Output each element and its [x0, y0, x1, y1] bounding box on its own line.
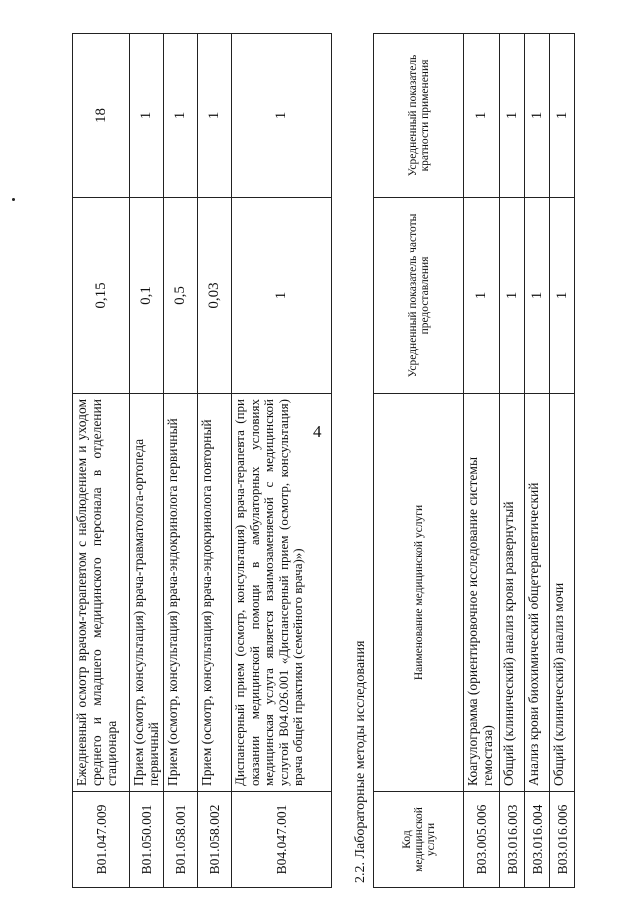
- service-code: B03.016.004: [525, 792, 550, 888]
- header-frequency: Усредненный показатель частоты предоставления: [374, 198, 464, 394]
- table-row: [550, 34, 575, 888]
- table-row: [232, 34, 332, 888]
- frequency-value: 0,1: [130, 198, 164, 394]
- service-name: Общий (клинический) анализ мочи: [550, 394, 575, 792]
- header-name: Наименование медицинской услуги: [374, 394, 464, 792]
- frequency-value: 0,03: [198, 198, 232, 394]
- page-number: 4: [313, 422, 322, 441]
- multiplicity-value: 18: [73, 34, 130, 198]
- table-row: [464, 34, 500, 888]
- multiplicity-value: 1: [464, 34, 500, 198]
- table-row: [198, 34, 232, 888]
- service-code: B01.058.001: [164, 792, 198, 888]
- frequency-value: 1: [525, 198, 550, 394]
- frequency-value: 1: [232, 198, 332, 394]
- table-row: [525, 34, 550, 888]
- service-code: B01.050.001: [130, 792, 164, 888]
- frequency-value: 0,15: [73, 198, 130, 394]
- service-name: Ежедневный осмотр врачом-терапевтом с наблюдением и уходом среднего и младшего медицинского персонала в отделении стационара: [73, 394, 130, 792]
- header-code: Код медицинской услуги: [374, 792, 464, 888]
- service-code: B01.058.002: [198, 792, 232, 888]
- table-row: [73, 34, 130, 888]
- multiplicity-value: 1: [164, 34, 198, 198]
- service-code: B03.016.006: [550, 792, 575, 888]
- frequency-value: 1: [500, 198, 525, 394]
- header-multiplicity: Усредненный показатель кратности применения: [374, 34, 464, 198]
- scan-speck: [12, 198, 15, 201]
- multiplicity-value: 1: [232, 34, 332, 198]
- multiplicity-value: 1: [525, 34, 550, 198]
- service-code: B03.016.003: [500, 792, 525, 888]
- service-name: Прием (осмотр, консультация) врача-эндокринолога первичный: [164, 394, 198, 792]
- table-row: [500, 34, 525, 888]
- service-name: Прием (осмотр, консультация) врача-эндокринолога повторный: [198, 394, 232, 792]
- multiplicity-value: 1: [500, 34, 525, 198]
- table-row: [164, 34, 198, 888]
- multiplicity-value: 1: [550, 34, 575, 198]
- service-name: Коагулограмма (ориентировочное исследование системы гемостаза): [464, 394, 500, 792]
- section-title: 2.2. Лабораторные методы исследования: [353, 640, 368, 883]
- laboratory-section: [353, 34, 575, 888]
- service-name: Прием (осмотр, консультация) врача-травматолога-ортопеда первичный: [130, 394, 164, 792]
- table-header-row: [374, 34, 464, 888]
- service-code: B03.005.006: [464, 792, 500, 888]
- frequency-value: 0,5: [164, 198, 198, 394]
- multiplicity-value: 1: [198, 34, 232, 198]
- service-code: B04.047.001: [232, 792, 332, 888]
- multiplicity-value: 1: [130, 34, 164, 198]
- service-name: Общий (клинический) анализ крови развернутый: [500, 394, 525, 792]
- service-code: B01.047.009: [73, 792, 130, 888]
- services-table-1: [72, 33, 332, 888]
- table-row: [130, 34, 164, 888]
- frequency-value: 1: [550, 198, 575, 394]
- service-name: Анализ крови биохимический общетерапевтический: [525, 394, 550, 792]
- frequency-value: 1: [464, 198, 500, 394]
- service-name: Диспансерный прием (осмотр, консультация) врача-терапевта (при оказании медицинской помощи в амбулаторных условиях медицинская услуга является взаимозаменяемой с медицинской услугой B04.026.001 «Диспансерный прием (осмотр, консультация) врача общей практики (семейного врача)»): [232, 394, 332, 792]
